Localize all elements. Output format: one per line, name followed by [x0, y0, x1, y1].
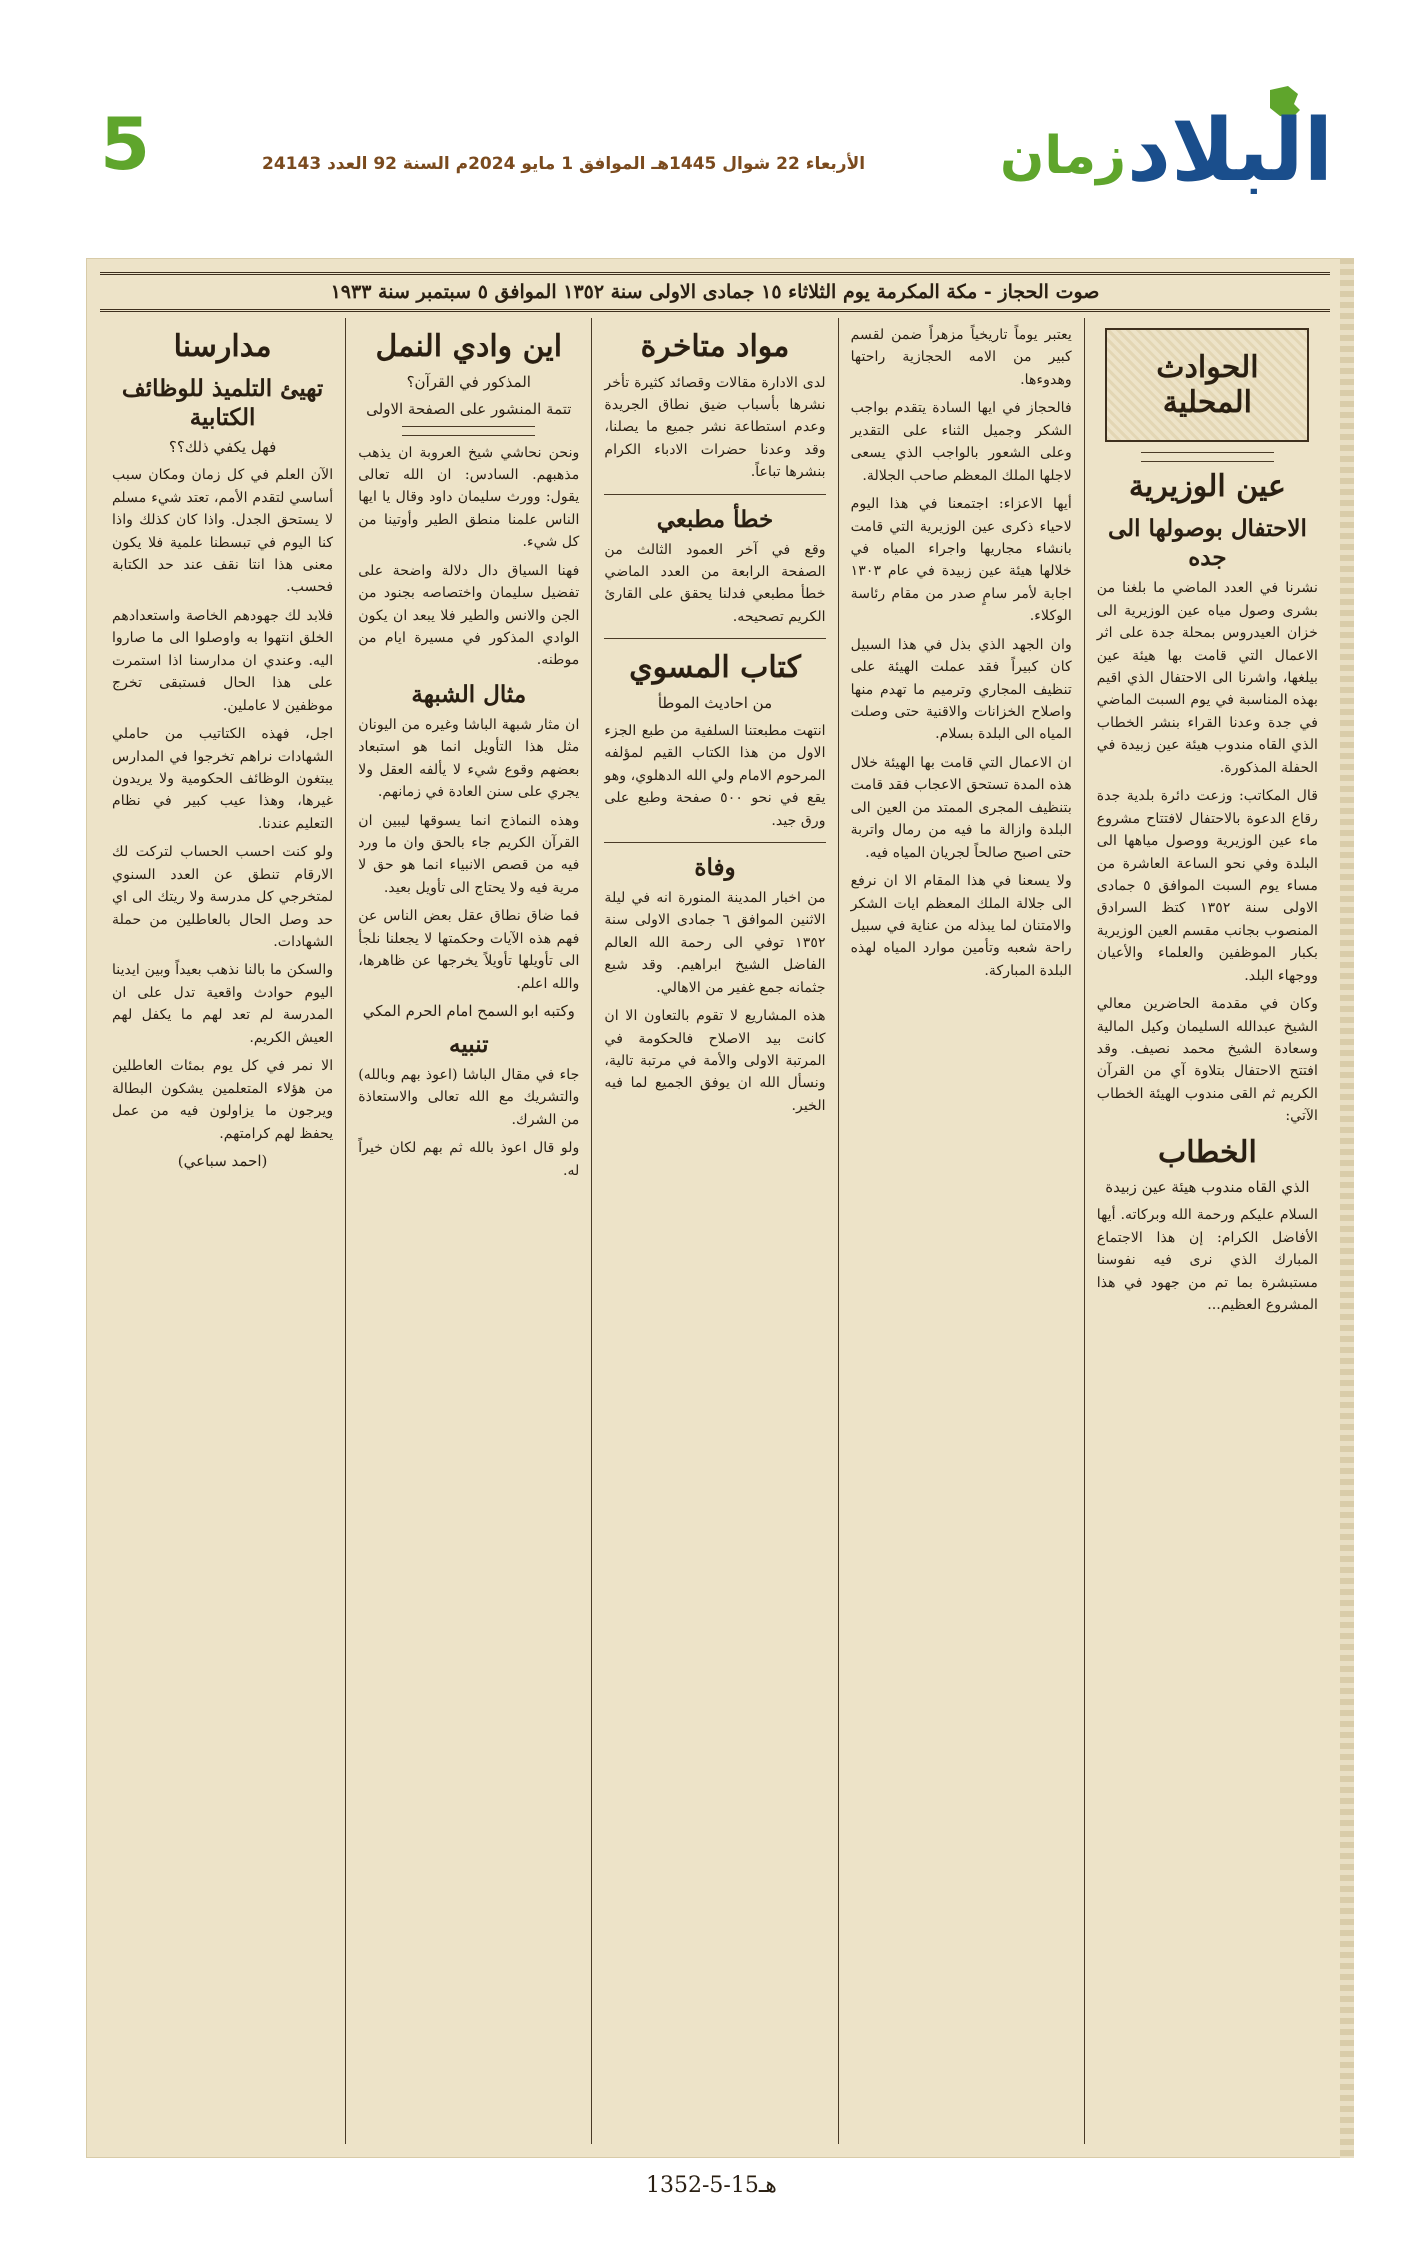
notice-title: تنبيه	[449, 1031, 489, 1059]
column-divider	[604, 638, 825, 639]
author-signature: (احمد سباعي)	[177, 1151, 268, 1170]
book-title: كتاب المسوي	[629, 650, 801, 686]
author-signature: وكتبه ابو السمح امام الحرم المكي	[362, 1002, 575, 1021]
article-paragraph: ونحن نحاشي شيخ العروبة ان يذهب مذهبهم. السادس: ان الله تعالى يقول: وورث سليمان داود وقال يا ايها الناس علمنا منطق الطير وأوتينا من كل شيء.	[358, 444, 580, 551]
article-paragraph: والسكن ما بالنا نذهب بعيداً وبين ايدينا اليوم حوادث واقعية تدل على ان المدرسة لم تعد لهم ما يكفل لهم العيش الكريم.	[111, 962, 334, 1046]
wazirieh-subtitle: الاحتفال بوصولها الى جده	[1107, 514, 1307, 572]
doubt-example-title: مثال الشبهة	[411, 680, 527, 708]
erratum-title: خطأ مطبعي	[656, 505, 774, 533]
article-paragraph: وان الجهد الذي بذل في هذا السبيل كان كبيراً فقد عملت الهيئة على تنظيف المجاري وترميم ما تهدم منها واصلاح الخزانات والاقنية حتى وصلت المياه الى البلدة بسلام.	[850, 636, 1072, 743]
column-ant-valley	[345, 318, 591, 2144]
column-schools	[100, 318, 345, 2144]
speech-title: الخطاب	[1157, 1134, 1257, 1170]
ornament-rule	[1141, 452, 1274, 462]
page-number: 5	[100, 102, 151, 186]
article-paragraph: اجل، فهذه الكتاتيب من حاملي الشهادات نراهم تخرجوا في المدارس يبتغون الوظائف الحكومية ولا يريدون غيرها، وهذا عيب كبير في نظام التعليم عندنا.	[111, 726, 334, 832]
newspaper-clipping	[86, 258, 1344, 2198]
ant-valley-subtitle: المذكور في القرآن؟	[406, 372, 531, 391]
article-paragraph: أيها الاعزاء: اجتمعنا في هذا اليوم لاحياء ذكرى عين الوزيرية التي قامت بانشاء مجاريها واجراء المياه في خلالها هيئة عين زبيدة في عام ١٣٠٣ اجابة لأمر سامٍ صدر من مقام رئاسة الوكلاء.	[850, 496, 1072, 625]
local-news-emblem: الحوادث المحلية	[1105, 328, 1309, 442]
section-title: زمان	[1000, 126, 1127, 186]
article-paragraph: فلابد لك جهودهم الخاصة واستعدادهم الخلق انتهوا به واوصلوا الى ما صاروا اليه. وعندي ان مدارسنا اذا استمرت على هذا الحال فستبقى تخرج موظفين لا عاملين.	[111, 607, 334, 714]
speech-paragraph: السلام عليكم ورحمة الله وبركاته. أيها الأفاضل الكرام: إن هذا الاجتماع المبارك الذي نرى فيه نفوسنا مستبشرة بما تم من جهود في هذا المشروع العظيم...	[1096, 1207, 1318, 1314]
column-wazirieh	[1084, 318, 1330, 2144]
article-paragraph: ان الاعمال التي قامت بها الهيئة خلال هذه المدة تستحق الاعجاب فقد قامت بتنظيف المجرى الممتد من العين الى البلدة وازالة ما فيه من رمال واتربة حتى اصبح صالحاً لجريان المياه فيه.	[850, 754, 1072, 861]
delayed-articles-title: مواد متاخرة	[640, 329, 790, 364]
ornament-rule	[402, 426, 535, 436]
article-paragraph: فما ضاق نطاق عقل بعض الناس عن فهم هذه الآيات وحكمتها لا يجعلنا نلجأ الى تأويلها تأويلاً يخرجها عن ظاهرها، والله اعلم.	[358, 908, 580, 992]
schools-title: مدارسنا	[173, 329, 272, 364]
wazirieh-paragraph: قال المكاتب: وزعت دائرة بلدية جدة رقاع الدعوة بالاحتفال لافتتاح مشروع ماء عين الوزيرية ووصول مياهها الى البلدة وفي نحو الساعة العاشرة من مساء يوم السبت الموافق ٥ جمادى الاولى سنة ١٣٥٢ كتظ السرادق المنصوب بجانب مقسم العين الوزيرية بكبار الموظفين والعلماء والأعيان ووجهاء البلد.	[1096, 788, 1318, 984]
book-subtitle: من احاديث الموطأ	[657, 693, 773, 712]
article-paragraph: وهذه النماذج انما يسوقها ليبين ان القرآن الكريم جاء بالحق وان ما ورد فيه من قصص الانبياء انما هو حق لا مرية فيه ولا يحتاج الى تأويل بعيد.	[358, 812, 580, 896]
issue-dateline: الأربعاء 22 شوال 1445هـ الموافق 1 مايو 2024م السنة 92 العدد 24143	[262, 154, 866, 174]
notice-paragraph: وقع في آخر العمود الثالث من الصفحة الرابعة من العدد الماضي خطأ مطبعي فدلنا يحقق على القارئ الكريم تصحيحه.	[604, 541, 826, 625]
article-paragraph: ولا يسعنا في هذا المقام الا ان نرفع الى جلالة الملك المعظم ايات الشكر والامتنان لما يبذله من عناية في سبيل راحة شعبه وتأمين موارد المياه لهذه البلدة المباركة.	[850, 873, 1072, 979]
archive-date: 1352-5-15هـ	[646, 2173, 777, 2198]
article-paragraph: ان مثار شبهة الباشا وغيره من اليونان مثل هذا التأويل انما هو استبعاد بعضهم وقوع شيء لا يألفه العقل ولا يجري على سنن العادة في زمانهم.	[358, 716, 580, 801]
column-divider	[604, 842, 825, 843]
article-paragraph: يعتبر يوماً تاريخياً مزهراً ضمن لقسم كبير من الامه الحجازية راحتها وهدوءها.	[850, 327, 1072, 388]
clipping-masthead: صوت الحجاز - مكة المكرمة يوم الثلاثاء ١٥ جمادى الاولى سنة ١٣٥٢ الموافق ٥ سبتمبر سنة ١٩٣٣	[100, 272, 1330, 312]
notice-paragraph: هذه المشاريع لا تقوم بالتعاون الا ان كانت بيد الاصلاح فالحكومة في المرتبة الاولى والأمة في مرتبة تالية، ونسأل الله ان يوفق الجميع لما فيه الخير.	[604, 1008, 826, 1114]
schools-question: فهل يكفي ذلك؟؟	[168, 438, 277, 457]
notice-paragraph: من اخبار المدينة المنورة انه في ليلة الاثنين الموافق ٦ جمادى الاولى سنة ١٣٥٢ توفي الى رحمة الله العالم الفاضل الشيخ ابراهيم. وقد شيع جثمانه جمع غفير من الاهالي.	[604, 889, 826, 996]
torn-edge	[1340, 258, 1354, 2158]
ant-valley-continuation: تتمة المنشور على الصفحة الاولى	[366, 399, 572, 418]
article-paragraph: الا نمر في كل يوم بمئات العاطلين من هؤلاء المتعلمين يشكون البطالة ويرجون ما يزاولون فيه من عمل يحفظ لهم كرامتهم.	[111, 1058, 334, 1142]
notice-paragraph: لدى الادارة مقالات وقصائد كثيرة تأخر نشرها بأسباب ضيق نطاق الجريدة وعدم استطاعة نشر جميع ما يصلنا، وقد وعدنا حضرات الادباء الكرام بنشرها تباعاً.	[604, 374, 826, 481]
article-paragraph: فهنا السياق دال دلالة واضحة على تفضيل سليمان واختصاصه بجنود من الجن والانس والطير فلا يبعد ان يكون الوادي المذكور في مسيرة ايام من موطنه.	[358, 562, 580, 669]
article-paragraph: ولو قال اعوذ بالله ثم بهم لكان خيراً له.	[358, 1140, 580, 1179]
column-divider	[604, 494, 825, 495]
speech-subtitle: الذي القاه مندوب هيئة عين زبيدة	[1105, 1178, 1310, 1197]
wazirieh-title: عين الوزيرية	[1128, 469, 1286, 504]
column-wazirieh-cont	[838, 318, 1084, 2144]
schools-subtitle: تهيئ التلميذ للوظائف الكتابية	[121, 374, 324, 432]
clipping-columns	[100, 318, 1330, 2144]
notice-paragraph: انتهت مطبعتنا السلفية من طبع الجزء الاول من هذا الكتاب القيم لمؤلفه المرحوم الامام ولي الله الدهلوي، وهو يقع في نحو ٥٠٠ صفحة وطبع على ورق جيد.	[604, 722, 826, 829]
article-paragraph: ولو كنت احسب الحساب لتركت لك الارقام تنطق عن العدد السنوي لمتخرجي كل مدرسة ولا ريتك الى اي حد وصل الحال بالعاطلين من حملة الشهادات.	[111, 844, 334, 951]
article-paragraph: فالحجاز في ايها السادة يتقدم بواجب الشكر وجميل الثناء على التقدير وعلى الشعور بالواجب الذي يسعى لاجلها الملك المعظم صاحب الجلالة.	[850, 400, 1072, 484]
column-notices	[591, 318, 837, 2144]
article-paragraph: جاء في مقال الباشا (اعوذ بهم وبالله) والتشريك مع الله تعالى والاستعاذة من الشرك.	[358, 1066, 580, 1128]
wazirieh-paragraph: نشرنا في العدد الماضي ما بلغنا من بشرى وصول مياه عين الوزيرية الى خزان العيدروس بمحلة جدة على اثر الاعمال التي قامت بها هيئة عين بيلغها، واشرنا الى الاحتفال الذي اقيم بهذه المناسبة في يوم السبت الماضي في جدة وعدنا القراء بنشر الخطاب الذي القاه مندوب هيئة عين زبيدة في الحفلة المذكورة.	[1096, 580, 1318, 776]
obituary-title: وفاة	[694, 854, 736, 882]
article-paragraph: الآن العلم في كل زمان ومكان سبب أساسي لتقدم الأمم، تعتد شيء مسلم لا يستحق الجدل. واذا كان كذلك واذا كنا اليوم في تبسطنا علمية فلا يكون معنى هذا انتا نقف عند حد الكتابة فحسب.	[111, 467, 334, 596]
ant-valley-title: اين وادي النمل	[375, 329, 563, 364]
wazirieh-paragraph: وكان في مقدمة الحاضرين معالي الشيخ عبدالله السليمان وكيل المالية وسعادة الشيخ محمد نصيف. وقد افتتح الاحتفال بتلاوة آي من القرآن الكريم ثم القى مندوب الهيئة الخطاب الآتي:	[1096, 996, 1318, 1125]
albilad-logo	[1120, 84, 1340, 194]
logo-wordmark: البلاد	[1126, 101, 1334, 194]
